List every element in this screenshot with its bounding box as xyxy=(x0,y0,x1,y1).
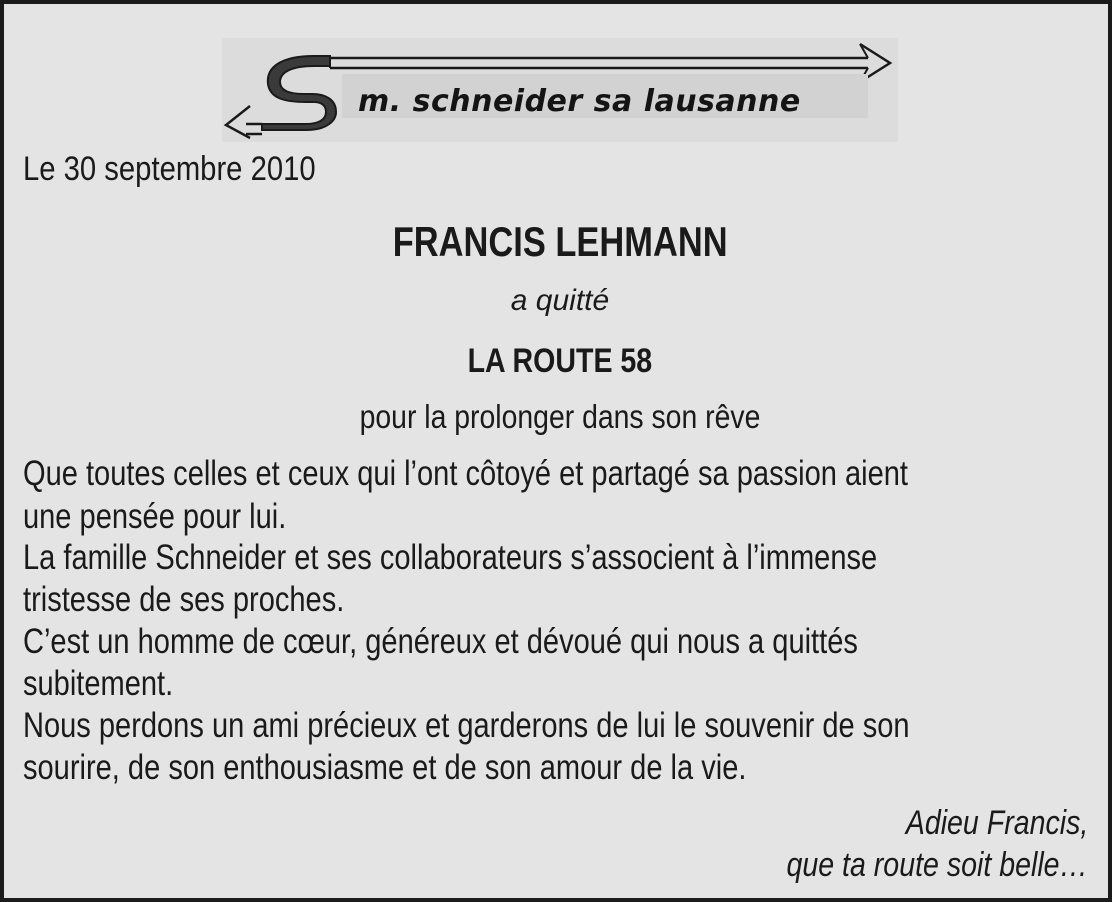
company-logo xyxy=(222,38,898,142)
dream-line-text: pour la prolonger dans son rêve xyxy=(359,398,761,435)
subtitle-quitte: a quitté xyxy=(510,284,610,317)
paragraph-line: Nous perdons un ami précieux et garderons de lui le souvenir de son xyxy=(23,706,910,745)
signoff-line: Adieu Francis, xyxy=(905,804,1088,842)
paragraph-line: sourire, de son enthousiasme et de son amour de la vie. xyxy=(23,748,747,787)
route-heading-text: LA ROUTE 58 xyxy=(467,342,653,380)
company-name: m. schneider sa lausanne xyxy=(358,84,801,119)
dream-line xyxy=(4,398,1112,436)
paragraph-line: C’est un homme de cœur, généreux et dévoué qui nous a quittés xyxy=(23,622,858,661)
signoff-line: que ta route soit belle… xyxy=(786,846,1088,884)
paragraph-line: tristesse de ses proches. xyxy=(23,580,345,619)
deceased-name xyxy=(4,218,1112,266)
notice-date: Le 30 septembre 2010 xyxy=(23,150,316,188)
route-heading xyxy=(4,342,1112,381)
paragraph-line: une pensée pour lui. xyxy=(23,497,287,536)
paragraph-line: Que toutes celles et ceux qui l’ont côtoyé et partagé sa passion aient xyxy=(23,454,908,493)
deceased-name-text: FRANCIS LEHMANN xyxy=(392,218,728,265)
paragraph-line: La famille Schneider et ses collaborateurs s’associent à l’immense xyxy=(23,538,878,577)
paragraph-line: subitement. xyxy=(23,664,174,703)
